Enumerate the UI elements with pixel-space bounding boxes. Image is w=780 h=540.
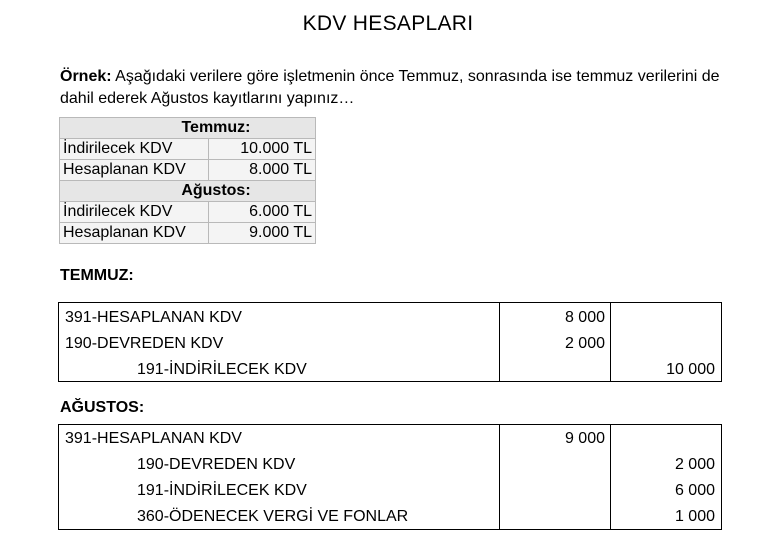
debit-amount: 2 000 xyxy=(564,335,605,352)
row-value: 10.000 TL xyxy=(209,139,316,160)
group-header-agustos: Ağustos: xyxy=(60,181,316,202)
row-value: 6.000 TL xyxy=(209,202,316,223)
row-value: 8.000 TL xyxy=(209,160,316,181)
intro-text: Aşağıdaki verilere göre işletmenin önce Temmuz, sonrasında ise temmuz verilerini de dahil ederek Ağustos kayıtlarını yapınız… xyxy=(60,68,720,107)
table-group-header xyxy=(60,118,316,139)
debit-amount: 8 000 xyxy=(564,309,605,326)
page-title: KDV HESAPLARI xyxy=(302,12,474,35)
intro-paragraph xyxy=(60,66,740,110)
account-name: 391-HESAPLANAN KDV xyxy=(65,309,242,326)
journal-entry-temmuz xyxy=(58,302,722,382)
journal-row xyxy=(59,504,721,530)
table-row xyxy=(60,160,316,181)
section-label-agustos: AĞUSTOS: xyxy=(60,399,145,416)
journal-row xyxy=(59,426,721,452)
table-row xyxy=(60,139,316,160)
journal-row xyxy=(59,478,721,504)
account-name: 190-DEVREDEN KDV xyxy=(65,335,224,352)
section-label-temmuz: TEMMUZ: xyxy=(60,267,134,284)
credit-amount: 1 000 xyxy=(674,508,715,525)
kdv-data-table xyxy=(59,117,316,244)
account-name: 190-DEVREDEN KDV xyxy=(137,456,296,473)
journal-entry-agustos xyxy=(58,424,722,530)
account-name: 191-İNDİRİLECEK KDV xyxy=(137,482,307,499)
debit-amount: 9 000 xyxy=(564,430,605,447)
account-name: 391-HESAPLANAN KDV xyxy=(65,430,242,447)
account-name: 360-ÖDENECEK VERGİ VE FONLAR xyxy=(137,508,409,525)
group-header-temmuz: Temmuz: xyxy=(60,118,316,139)
journal-row xyxy=(59,452,721,478)
row-label: İndirilecek KDV xyxy=(60,202,209,223)
table-group-header xyxy=(60,181,316,202)
credit-amount: 6 000 xyxy=(674,482,715,499)
table-row xyxy=(60,202,316,223)
journal-row xyxy=(59,331,721,357)
table-row xyxy=(60,223,316,244)
row-value: 9.000 TL xyxy=(209,223,316,244)
account-name: 191-İNDİRİLECEK KDV xyxy=(137,361,307,378)
journal-row xyxy=(59,357,721,383)
row-label: Hesaplanan KDV xyxy=(60,223,209,244)
intro-label: Örnek: xyxy=(60,68,112,85)
row-label: İndirilecek KDV xyxy=(60,139,209,160)
credit-amount: 10 000 xyxy=(666,361,715,378)
row-label: Hesaplanan KDV xyxy=(60,160,209,181)
credit-amount: 2 000 xyxy=(674,456,715,473)
journal-row xyxy=(59,305,721,331)
